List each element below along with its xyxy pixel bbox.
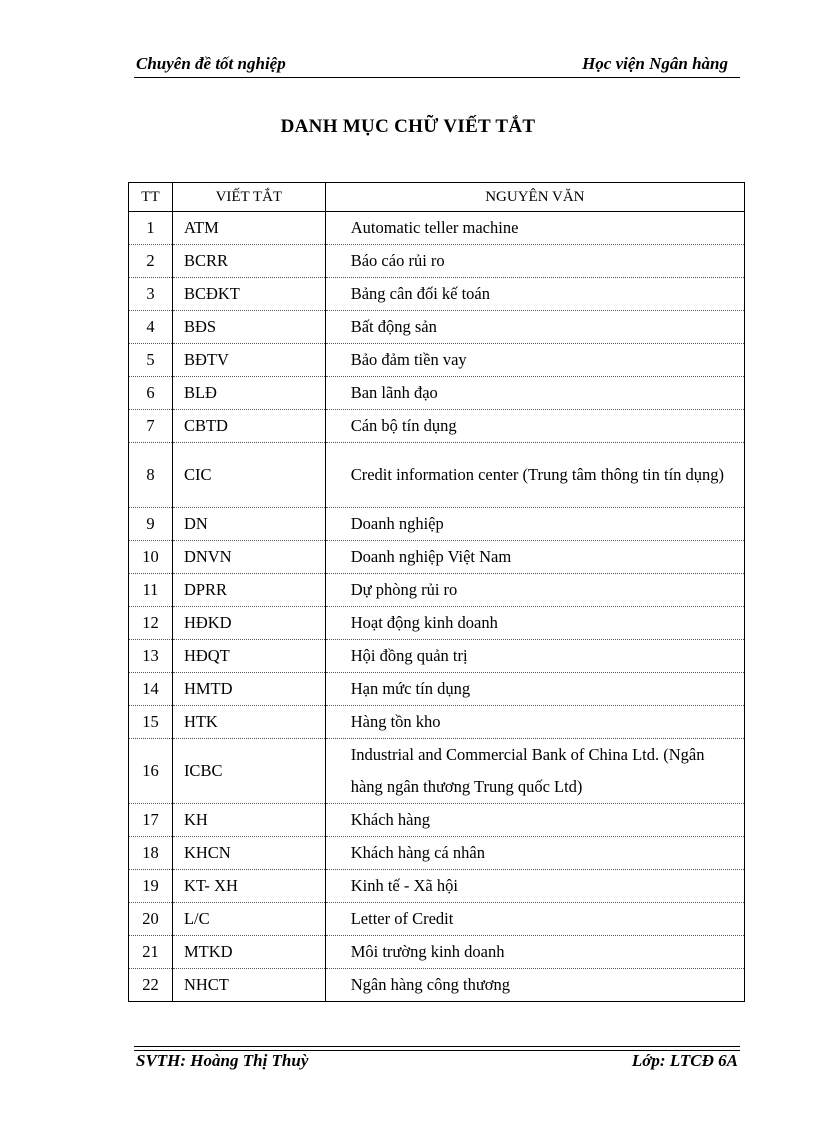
abbreviation-cell: DNVN <box>172 541 325 574</box>
table-row <box>129 377 745 410</box>
row-number: 15 <box>129 706 173 739</box>
table-row <box>129 706 745 739</box>
abbreviation-cell: HĐQT <box>172 640 325 673</box>
table-row <box>129 410 745 443</box>
row-number: 9 <box>129 508 173 541</box>
row-number: 11 <box>129 574 173 607</box>
full-text-cell: Hàng tồn kho <box>325 706 744 739</box>
full-text-cell: Doanh nghiệp Việt Nam <box>325 541 744 574</box>
table-row <box>129 443 745 508</box>
row-number: 4 <box>129 311 173 344</box>
abbreviation-cell: BLĐ <box>172 377 325 410</box>
table-row <box>129 870 745 903</box>
full-text-cell: Doanh nghiệp <box>325 508 744 541</box>
abbreviation-cell: CBTD <box>172 410 325 443</box>
column-header-abbreviation: VIẾT TẮT <box>172 183 325 212</box>
full-text-cell: Cán bộ tín dụng <box>325 410 744 443</box>
row-number: 13 <box>129 640 173 673</box>
abbreviation-cell: HMTD <box>172 673 325 706</box>
full-text-cell: Bảo đảm tiền vay <box>325 344 744 377</box>
footer-class-name: Lớp: LTCĐ 6A <box>631 1051 738 1070</box>
row-number: 20 <box>129 903 173 936</box>
table-row <box>129 837 745 870</box>
abbreviation-cell: BĐTV <box>172 344 325 377</box>
row-number: 16 <box>129 739 173 804</box>
row-number: 21 <box>129 936 173 969</box>
full-text-cell: Dự phòng rủi ro <box>325 574 744 607</box>
header-right-text: Học viện Ngân hàng <box>582 54 728 73</box>
row-number: 3 <box>129 278 173 311</box>
full-text-cell: Bảng cân đối kế toán <box>325 278 744 311</box>
table-row <box>129 212 745 245</box>
full-text-cell: Credit information center (Trung tâm thông tin tín dụng) <box>325 443 744 508</box>
row-number: 17 <box>129 804 173 837</box>
abbreviation-cell: L/C <box>172 903 325 936</box>
abbreviation-cell: HTK <box>172 706 325 739</box>
table-row <box>129 640 745 673</box>
full-text-cell: Kinh tế - Xã hội <box>325 870 744 903</box>
abbreviation-cell: BĐS <box>172 311 325 344</box>
abbreviation-cell: NHCT <box>172 969 325 1002</box>
page-header <box>134 52 740 78</box>
full-text-cell: Automatic teller machine <box>325 212 744 245</box>
full-text-cell: Báo cáo rủi ro <box>325 245 744 278</box>
full-text-cell: Khách hàng cá nhân <box>325 837 744 870</box>
table-row <box>129 739 745 804</box>
abbreviation-cell: KHCN <box>172 837 325 870</box>
header-rule <box>134 77 740 78</box>
row-number: 6 <box>129 377 173 410</box>
table-row <box>129 508 745 541</box>
full-text-cell: Khách hàng <box>325 804 744 837</box>
abbreviation-cell: DN <box>172 508 325 541</box>
row-number: 8 <box>129 443 173 508</box>
table-row <box>129 936 745 969</box>
table-row <box>129 574 745 607</box>
footer-student-name: SVTH: Hoàng Thị Thuỳ <box>136 1051 309 1070</box>
abbreviation-cell: KT- XH <box>172 870 325 903</box>
abbreviation-cell: BCĐKT <box>172 278 325 311</box>
table-row <box>129 245 745 278</box>
table-header-row <box>129 183 745 212</box>
row-number: 1 <box>129 212 173 245</box>
table-row <box>129 311 745 344</box>
abbreviation-cell: BCRR <box>172 245 325 278</box>
row-number: 7 <box>129 410 173 443</box>
abbreviation-cell: DPRR <box>172 574 325 607</box>
table-row <box>129 969 745 1002</box>
full-text-cell: Hoạt động kinh doanh <box>325 607 744 640</box>
abbreviation-cell: MTKD <box>172 936 325 969</box>
table-row <box>129 344 745 377</box>
row-number: 5 <box>129 344 173 377</box>
abbreviation-cell: ATM <box>172 212 325 245</box>
abbreviation-cell: KH <box>172 804 325 837</box>
full-text-cell: Môi trường kinh doanh <box>325 936 744 969</box>
row-number: 19 <box>129 870 173 903</box>
row-number: 14 <box>129 673 173 706</box>
abbreviation-table <box>128 182 745 1002</box>
page-footer <box>134 1046 740 1076</box>
table-row <box>129 541 745 574</box>
full-text-cell: Industrial and Commercial Bank of China Ltd. (Ngân hàng ngân thương Trung quốc Ltd) <box>325 739 744 804</box>
table-row <box>129 607 745 640</box>
row-number: 2 <box>129 245 173 278</box>
column-header-full-text: NGUYÊN VĂN <box>325 183 744 212</box>
row-number: 10 <box>129 541 173 574</box>
header-left-text: Chuyên đề tốt nghiệp <box>136 54 286 73</box>
full-text-cell: Letter of Credit <box>325 903 744 936</box>
row-number: 12 <box>129 607 173 640</box>
abbreviation-cell: ICBC <box>172 739 325 804</box>
table-row <box>129 673 745 706</box>
full-text-cell: Hội đồng quản trị <box>325 640 744 673</box>
column-header-tt: TT <box>129 183 173 212</box>
table-row <box>129 278 745 311</box>
full-text-cell: Ban lãnh đạo <box>325 377 744 410</box>
row-number: 22 <box>129 969 173 1002</box>
table-row <box>129 804 745 837</box>
abbreviation-cell: HĐKD <box>172 607 325 640</box>
row-number: 18 <box>129 837 173 870</box>
page-title: DANH MỤC CHỮ VIẾT TẮT <box>280 116 536 137</box>
full-text-cell: Bất động sản <box>325 311 744 344</box>
table-row <box>129 903 745 936</box>
full-text-cell: Hạn mức tín dụng <box>325 673 744 706</box>
full-text-cell: Ngân hàng công thương <box>325 969 744 1002</box>
abbreviation-cell: CIC <box>172 443 325 508</box>
